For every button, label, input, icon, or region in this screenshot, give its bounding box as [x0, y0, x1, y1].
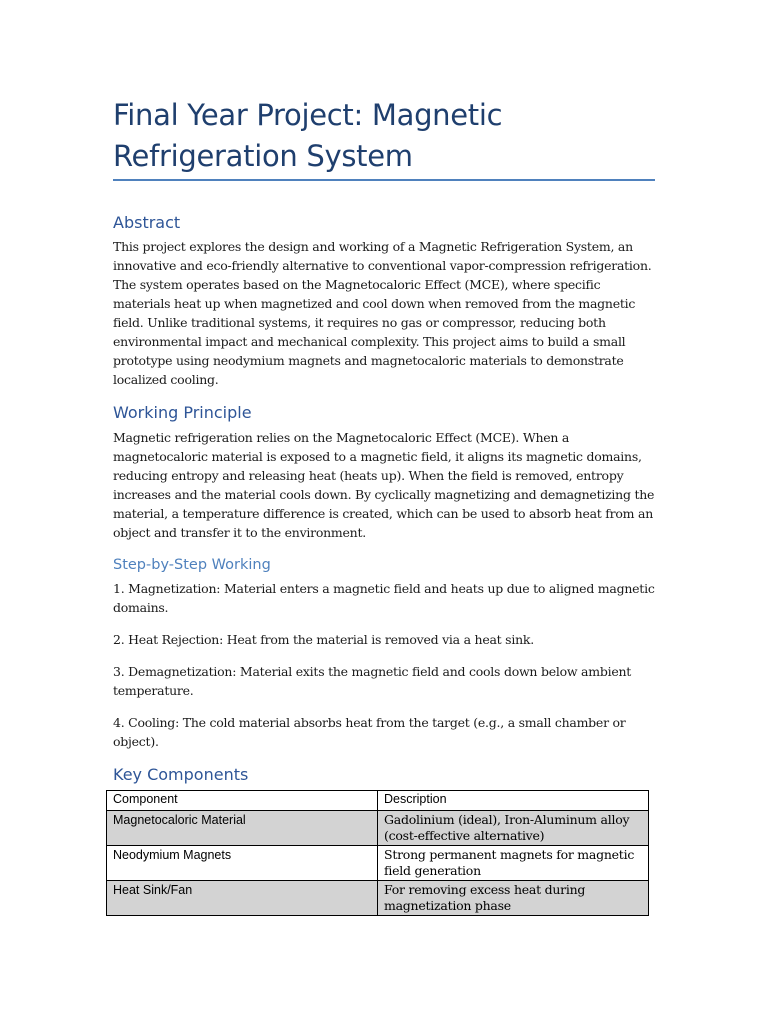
- step-4: 4. Cooling: The cold material absorbs heat from the target (e.g., a small chamber or object).: [113, 715, 626, 749]
- key-components-heading: Key Components: [113, 765, 249, 784]
- working-principle-paragraph: Magnetic refrigeration relies on the Magnetocaloric Effect (MCE). When a magnetocaloric material is exposed to a magnetic field, it aligns its magnetic domains, reducing entropy and releasing heat (heats up). When the field is removed, entropy increases and the material cools down. By cyclically magnetizing and demagnetizing the material, a temperature difference is created, which can be used to absorb heat from an object and transfer it to the environment.: [113, 430, 655, 540]
- working-principle-heading: Working Principle: [113, 403, 252, 422]
- abstract-heading: Abstract: [113, 213, 181, 232]
- abstract-paragraph: This project explores the design and working of a Magnetic Refrigeration System, an innovative and eco-friendly alternative to conventional vapor-compression refrigeration. The system operates based on the Magnetocaloric Effect (MCE), where specific materials heat up when magnetized and cool down when removed from the magnetic field. Unlike traditional systems, it requires no gas or compressor, reducing both environmental impact and mechanical complexity. This project aims to build a small prototype using neodymium magnets and magnetocaloric materials to demonstrate localized cooling.: [113, 239, 652, 387]
- component-description: For removing excess heat during magnetization phase: [378, 881, 649, 916]
- step-2: 2. Heat Rejection: Heat from the material is removed via a heat sink.: [113, 632, 534, 647]
- table-row: [107, 846, 649, 881]
- table-row: [107, 811, 649, 846]
- component-description: Strong permanent magnets for magnetic field generation: [378, 846, 649, 881]
- table-row: [107, 881, 649, 916]
- title-underline: [113, 179, 655, 181]
- key-components-table: [106, 790, 649, 916]
- table-header-row: [107, 791, 649, 811]
- component-name: Neodymium Magnets: [107, 846, 378, 881]
- component-name: Heat Sink/Fan: [107, 881, 378, 916]
- step-by-step-heading: Step-by-Step Working: [113, 557, 271, 573]
- step-1: 1. Magnetization: Material enters a magnetic field and heats up due to aligned magnetic domains.: [113, 581, 655, 615]
- component-name: Magnetocaloric Material: [107, 811, 378, 846]
- column-header: Description: [378, 791, 649, 811]
- component-description: Gadolinium (ideal), Iron-Aluminum alloy (cost-effective alternative): [378, 811, 649, 846]
- document-title: Final Year Project: Magnetic Refrigeration System: [113, 98, 503, 173]
- step-3: 3. Demagnetization: Material exits the magnetic field and cools down below ambient temperature.: [113, 664, 632, 698]
- column-header: Component: [107, 791, 378, 811]
